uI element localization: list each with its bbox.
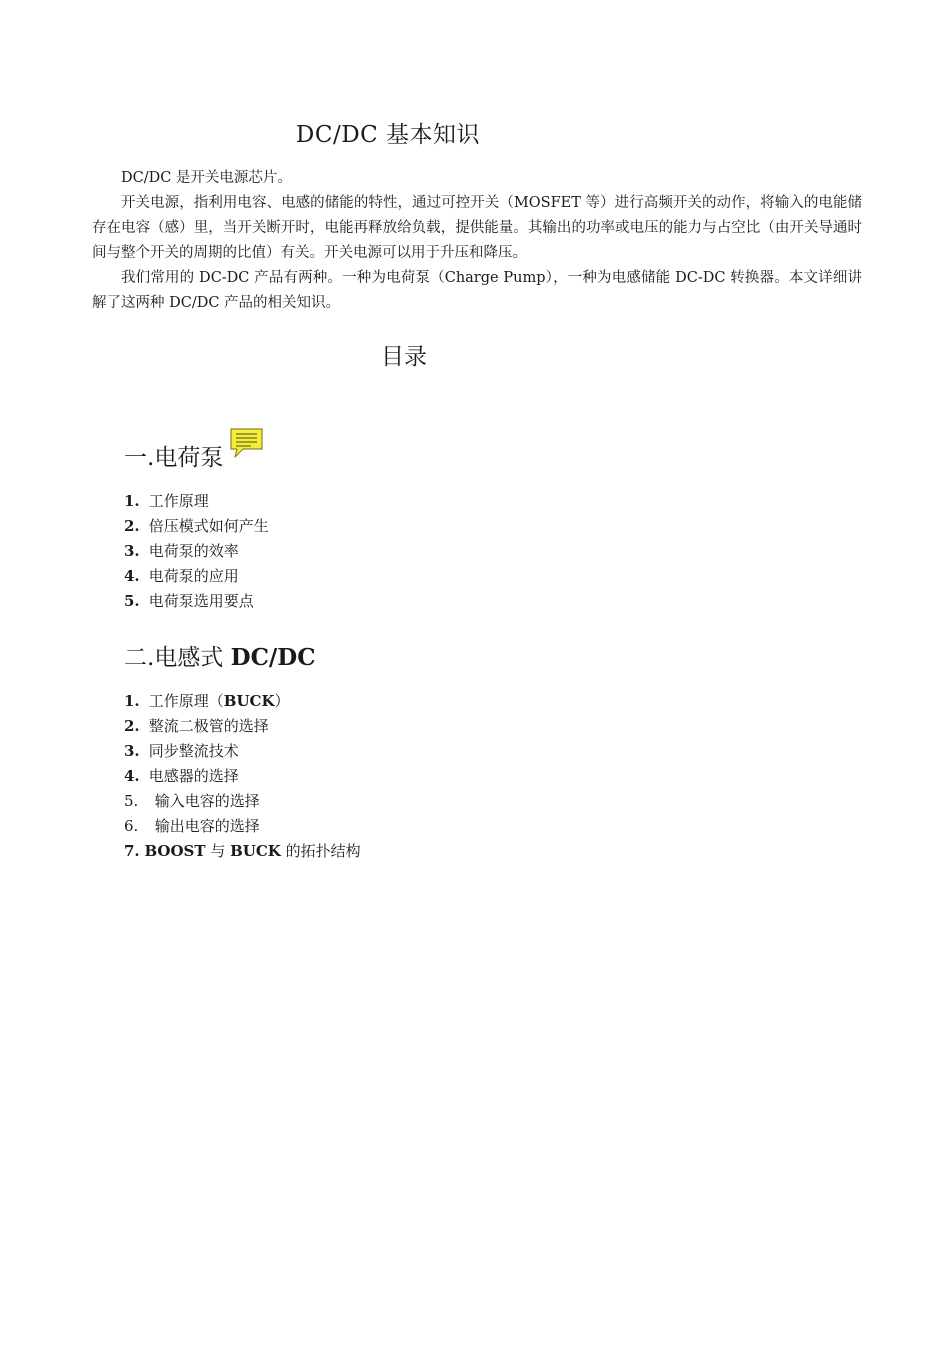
toc-title: 目录 bbox=[381, 344, 427, 370]
toc-item-bold-pre: BOOST bbox=[144, 842, 206, 860]
toc-item[interactable] bbox=[124, 739, 361, 764]
intro-paragraph-3: 我们常用的 DC-DC 产品有两种。一种为电荷泵（Charge Pump），一种为电感储能 DC-DC 转换器。本文详细讲解了这两种 DC/DC 产品的相关知识。 bbox=[92, 270, 862, 311]
toc-item-text: 与 bbox=[205, 842, 231, 860]
toc-list-charge-pump bbox=[124, 489, 269, 614]
toc-item-number: 3. bbox=[124, 742, 140, 760]
section-number: 一. bbox=[124, 445, 155, 471]
toc-item-number: 4. bbox=[124, 567, 140, 585]
toc-item[interactable] bbox=[124, 839, 361, 864]
toc-item-tail: ） bbox=[274, 692, 290, 710]
intro-paragraph-2: 开关电源，指利用电容、电感的储能的特性，通过可控开关（MOSFET 等）进行高频开关的动作，将输入的电能储存在电容（感）里，当开关断开时，电能再释放给负载，提供能量。其输出的功率或电压的能力与占空比（由开关导通时间与整个开关的周期的比值）有关。开关电源可以用于升压和降压。 bbox=[92, 195, 862, 261]
section-number: 二. bbox=[124, 645, 155, 671]
toc-item-number: 2. bbox=[124, 517, 140, 535]
section-heading-charge-pump bbox=[124, 443, 223, 473]
intro-paragraph-1: DC/DC 是开关电源芯片。 bbox=[121, 170, 292, 186]
intro-section bbox=[92, 166, 862, 316]
toc-item-text: 倍压模式如何产生 bbox=[148, 517, 269, 535]
toc-item[interactable] bbox=[124, 714, 361, 739]
toc-item-text: 电荷泵选用要点 bbox=[148, 592, 254, 610]
toc-item-text: 输出电容的选择 bbox=[154, 817, 260, 835]
toc-item-number: 2. bbox=[124, 717, 140, 735]
toc-item-text: 电荷泵的应用 bbox=[148, 567, 239, 585]
toc-item-text: 整流二极管的选择 bbox=[148, 717, 269, 735]
toc-item-bold: BUCK bbox=[230, 842, 281, 860]
section-title: 电荷泵 bbox=[154, 445, 224, 471]
toc-item[interactable] bbox=[124, 539, 269, 564]
toc-item-text: 输入电容的选择 bbox=[154, 792, 260, 810]
toc-item[interactable] bbox=[124, 489, 269, 514]
document-title: DC/DC 基本知识 bbox=[295, 122, 481, 148]
toc-item-text: 同步整流技术 bbox=[148, 742, 239, 760]
toc-item[interactable] bbox=[124, 689, 361, 714]
comment-note-icon[interactable] bbox=[229, 427, 265, 459]
toc-item[interactable] bbox=[124, 814, 361, 839]
toc-item[interactable] bbox=[124, 789, 361, 814]
toc-item-number: 6. bbox=[124, 817, 139, 835]
toc-item-tail: 的拓扑结构 bbox=[280, 842, 361, 860]
toc-item[interactable] bbox=[124, 764, 361, 789]
section-title: 电感式 bbox=[154, 645, 231, 671]
toc-item-number: 5. bbox=[124, 792, 139, 810]
section-title-latin: DC/DC bbox=[230, 644, 316, 671]
toc-item-text: 工作原理 bbox=[148, 492, 209, 510]
section-heading-inductor-dcdc bbox=[124, 643, 316, 673]
toc-item-number: 1. bbox=[124, 692, 140, 710]
toc-item[interactable] bbox=[124, 514, 269, 539]
toc-item-bold: BUCK bbox=[223, 692, 275, 710]
toc-item-number: 1. bbox=[124, 492, 140, 510]
toc-item-text: 电荷泵的效率 bbox=[148, 542, 239, 560]
toc-item-number: 4. bbox=[124, 767, 140, 785]
toc-item-text: 电感器的选择 bbox=[148, 767, 239, 785]
toc-list-inductor-dcdc bbox=[124, 689, 361, 864]
toc-item[interactable] bbox=[124, 589, 269, 614]
toc-item[interactable] bbox=[124, 564, 269, 589]
toc-item-text: 工作原理（ bbox=[148, 692, 224, 710]
toc-item-number: 3. bbox=[124, 542, 140, 560]
toc-item-number: 7. bbox=[124, 842, 140, 860]
toc-item-number: 5. bbox=[124, 592, 140, 610]
